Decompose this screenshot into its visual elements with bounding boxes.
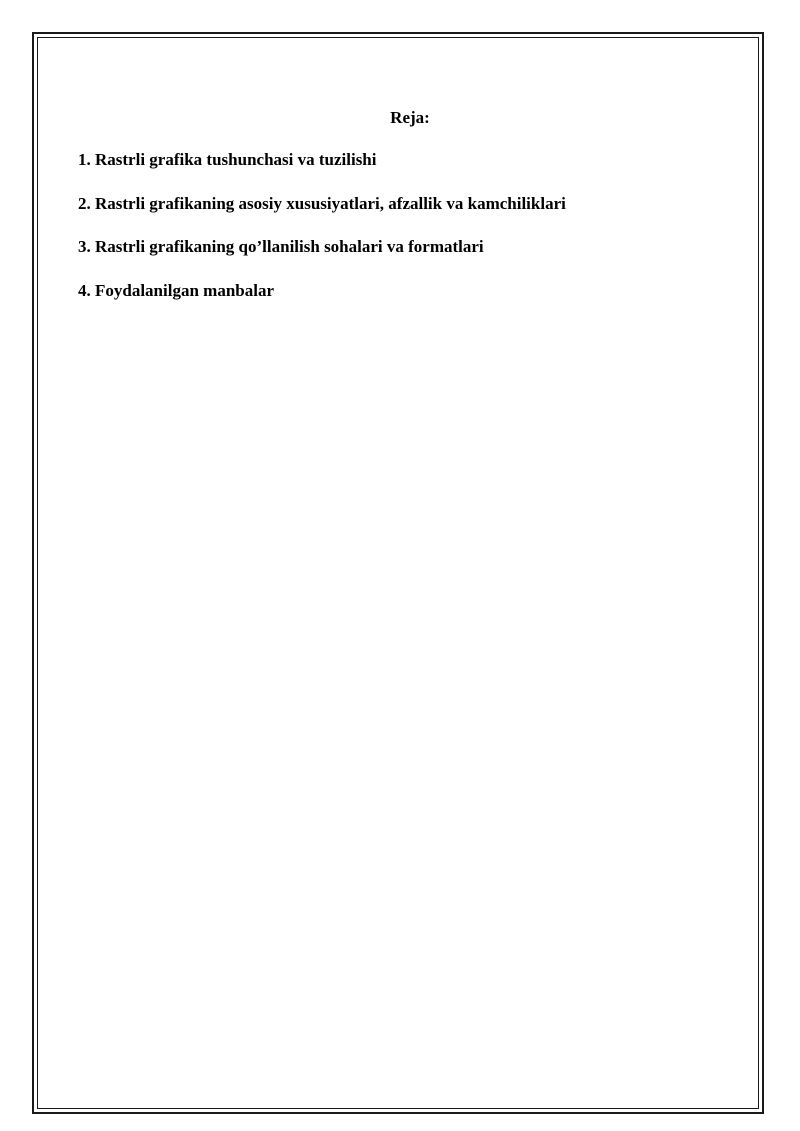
plan-item: 3. Rastrli grafikaning qo’llanilish sohalari va formatlari	[78, 237, 484, 256]
plan-list	[78, 149, 566, 324]
plan-item: 4. Foydalanilgan manbalar	[78, 281, 275, 300]
plan-item: 2. Rastrli grafikaning asosiy xususiyatlari, afzallik va kamchiliklari	[78, 194, 566, 213]
page-title: Reja:	[390, 108, 430, 127]
plan-item: 1. Rastrli grafika tushunchasi va tuzilishi	[78, 150, 377, 169]
